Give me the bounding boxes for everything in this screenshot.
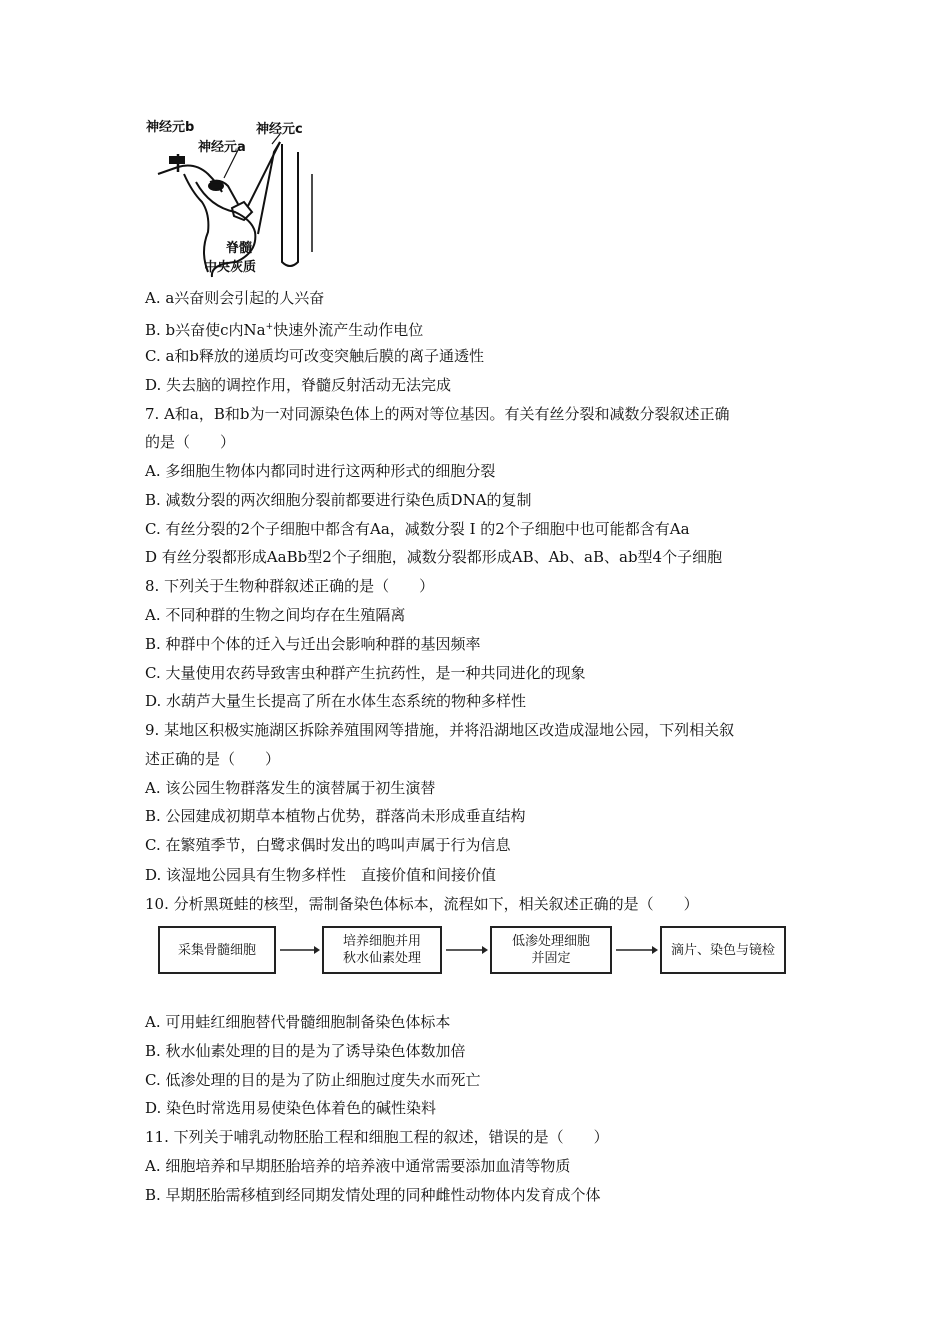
flow-arrow-2	[444, 926, 488, 974]
q11-option-a: A. 细胞培养和早期胚胎培养的培养液中通常需要添加血清等物质	[145, 1157, 571, 1175]
q6-option-c: C. a和b释放的递质均可改变突触后膜的离子通透性	[145, 347, 485, 365]
q7-stem-line1: 7. A和a，B和b为一对同源染色体上的两对等位基因。有关有丝分裂和减数分裂叙述正确	[145, 405, 730, 423]
q8-stem: 8. 下列关于生物种群叙述正确的是（ ）	[145, 577, 435, 595]
flow-step-hypotonic	[490, 926, 612, 974]
q9-option-b: B. 公园建成初期草本植物占优势，群落尚未形成垂直结构	[145, 807, 526, 825]
flow-step-culture-line2: 秋水仙素处理	[342, 951, 421, 966]
q6-option-d: D. 失去脑的调控作用，脊髓反射活动无法完成	[145, 376, 452, 394]
q11-option-b: B. 早期胚胎需移植到经同期发情处理的同种雌性动物体内发育成个体	[145, 1186, 601, 1204]
flow-step-culture	[322, 926, 442, 974]
q10-option-d: D. 染色时常选用易使染色体着色的碱性染料	[145, 1099, 437, 1117]
flow-step-collect-label: 采集骨髓细胞	[177, 942, 256, 958]
q7-option-a: A. 多细胞生物体内都同时进行这两种形式的细胞分裂	[145, 462, 496, 480]
flow-arrow-1	[278, 926, 320, 974]
q6-option-b	[145, 317, 423, 340]
flow-arrow-3	[614, 926, 658, 974]
flow-step-culture-line1: 培养细胞并用	[342, 934, 421, 949]
q9-option-d: D. 该湿地公园具有生物多样性 直接价值和间接价值	[145, 866, 497, 884]
label-neuron-a: 神经元a	[198, 140, 246, 155]
q8-option-d: D. 水葫芦大量生长提高了所在水体生态系统的物种多样性	[145, 692, 527, 710]
q10-option-b: B. 秋水仙素处理的目的是为了诱导染色体数加倍	[145, 1042, 466, 1060]
flow-step-stain-label: 滴片、染色与镜检	[670, 942, 775, 958]
q9-option-c: C. 在繁殖季节，白鹭求偶时发出的鸣叫声属于行为信息	[145, 836, 511, 854]
flow-step-hypotonic-line1: 低渗处理细胞	[511, 934, 590, 949]
karyotype-flowchart	[158, 926, 788, 978]
q8-option-c: C. 大量使用农药导致害虫种群产生抗药性，是一种共同进化的现象	[145, 664, 586, 682]
q7-option-b: B. 减数分裂的两次细胞分裂前都要进行染色质DNA的复制	[145, 491, 532, 509]
neuron-diagram	[140, 112, 340, 282]
q8-option-b: B. 种群中个体的迁入与迁出会影响种群的基因频率	[145, 635, 481, 653]
flow-step-hypotonic-line2: 并固定	[531, 951, 571, 966]
label-spinal-cord: 脊髓	[226, 241, 253, 256]
q10-option-c: C. 低渗处理的目的是为了防止细胞过度失水而死亡	[145, 1071, 481, 1089]
q11-stem: 11. 下列关于哺乳动物胚胎工程和细胞工程的叙述，错误的是（ ）	[145, 1128, 609, 1146]
q10-stem: 10. 分析黑斑蛙的核型，需制备染色体标本，流程如下，相关叙述正确的是（ ）	[145, 895, 699, 913]
q6-option-b-sup: +	[265, 322, 274, 332]
q6-option-b-post: 快速外流产生动作电位	[273, 321, 424, 339]
q7-stem-line2: 的是（ ）	[145, 433, 236, 451]
flow-step-stain	[660, 926, 786, 974]
q9-option-a: A. 该公园生物群落发生的演替属于初生演替	[145, 779, 436, 797]
q8-option-a: A. 不同种群的生物之间均存在生殖隔离	[145, 606, 406, 624]
q10-option-a: A. 可用蛙红细胞替代骨髓细胞制备染色体标本	[145, 1013, 451, 1031]
label-neuron-c: 神经元c	[256, 122, 303, 137]
q6-option-b-pre: B. b兴奋使c内Na	[145, 321, 266, 339]
flow-step-collect	[158, 926, 276, 974]
label-central-gray: 中央灰质	[204, 260, 257, 275]
q7-option-d: D 有丝分裂都形成AaBb型2个子细胞，减数分裂都形成AB、Ab、aB、ab型4个子细胞	[145, 548, 723, 566]
q6-option-a: A. a兴奋则会引起的人兴奋	[145, 289, 325, 307]
q9-stem-line1: 9. 某地区积极实施湖区拆除养殖围网等措施，并将沿湖地区改造成湿地公园，下列相关叙	[145, 721, 735, 739]
q7-option-c: C. 有丝分裂的2个子细胞中都含有Aa，减数分裂 Ⅰ 的2个子细胞中也可能都含有Aa	[145, 520, 690, 538]
q9-stem-line2: 述正确的是（ ）	[145, 750, 281, 768]
label-neuron-b: 神经元b	[146, 120, 195, 135]
